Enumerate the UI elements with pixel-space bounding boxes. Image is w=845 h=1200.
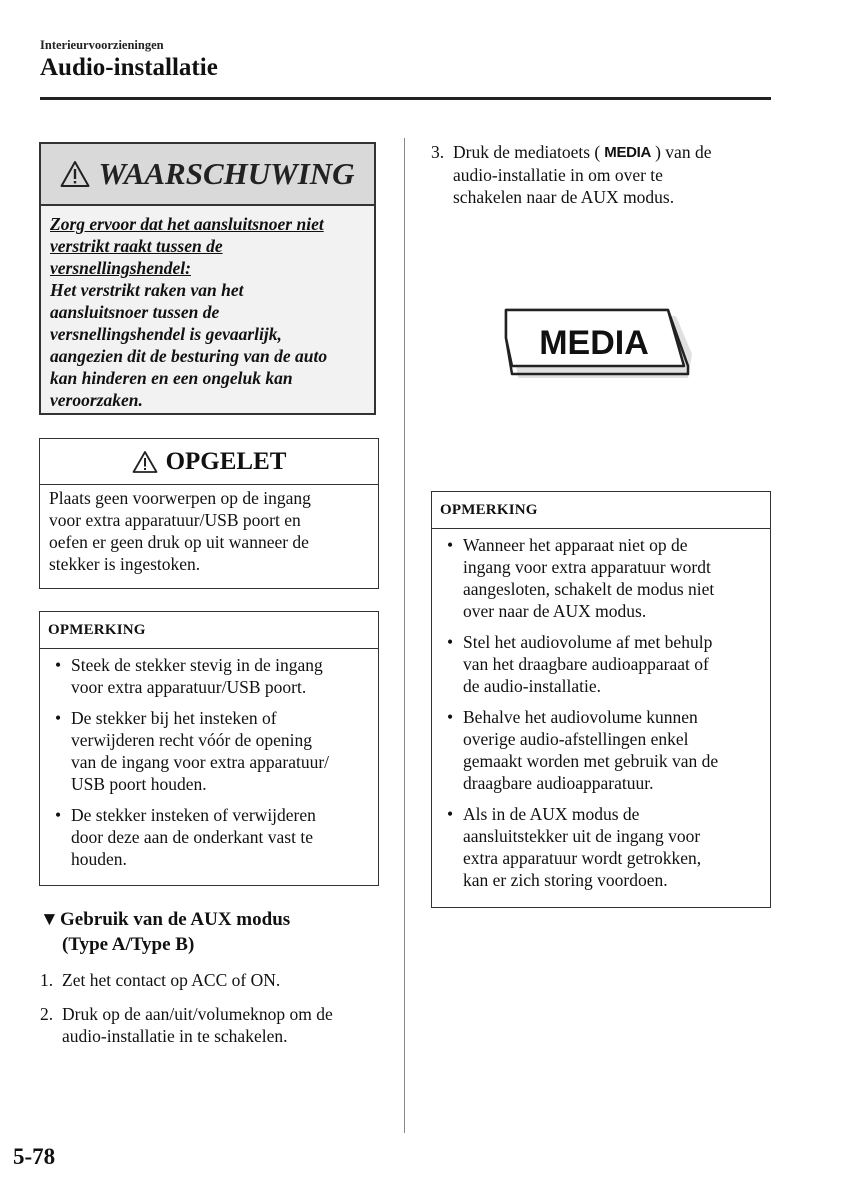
column-divider <box>404 138 405 1133</box>
list-item-line: De stekker insteken of verwijderen <box>71 805 316 825</box>
triangle-down-icon: ▼ <box>40 909 59 930</box>
list-item-line: over naar de AUX modus. <box>463 601 647 621</box>
bullet-icon: • <box>447 632 454 652</box>
step-line: Druk op de aan/uit/volumeknop om de <box>62 1004 333 1024</box>
list-item-line: van de ingang voor extra apparatuur/ <box>71 752 330 772</box>
bullet-icon: • <box>55 655 62 675</box>
list-item <box>440 534 760 622</box>
subsection-heading <box>40 907 390 957</box>
list-item-line: verwijderen recht vóór de opening <box>71 730 313 750</box>
list-item <box>440 706 760 794</box>
step-line: audio-installatie in om over te <box>453 165 663 185</box>
list-item <box>440 803 760 891</box>
title-rule <box>40 97 771 100</box>
warning-underlined-line: versnellingshendel: <box>50 258 191 278</box>
note-list <box>432 529 770 891</box>
step-text: ) van de <box>655 142 712 162</box>
caution-line: Plaats geen voorwerpen op de ingang <box>49 488 311 508</box>
list-item-line: extra apparatuur wordt getrokken, <box>463 848 702 868</box>
warning-body-line: aansluitsnoer tussen de <box>50 302 220 322</box>
warning-underlined-line: verstrikt raakt tussen de <box>50 236 223 256</box>
note-list <box>40 649 378 870</box>
caution-line: oefen er geen druk op uit wanneer de <box>49 532 309 552</box>
note-box-right <box>431 491 771 908</box>
step-item <box>431 141 776 208</box>
list-item-line: Steek de stekker stevig in de ingang <box>71 655 323 675</box>
list-item-line: overige audio-afstellingen enkel <box>463 729 689 749</box>
list-item-line: de audio-installatie. <box>463 676 602 696</box>
step-line: schakelen naar de AUX modus. <box>453 187 675 207</box>
caution-body <box>40 485 378 575</box>
list-item <box>48 707 368 795</box>
list-item-line: houden. <box>71 849 127 869</box>
list-item <box>48 804 368 870</box>
warning-triangle-icon <box>132 450 158 474</box>
bullet-icon: • <box>447 535 454 555</box>
warning-box <box>39 142 376 415</box>
step-3 <box>431 141 776 208</box>
bullet-icon: • <box>447 707 454 727</box>
step-line <box>453 141 776 164</box>
bullet-icon: • <box>55 805 62 825</box>
list-item-line: Stel het audiovolume af met behulp <box>463 632 713 652</box>
list-item-line: USB poort houden. <box>71 774 207 794</box>
list-item-line: Wanneer het apparaat niet op de <box>463 535 688 555</box>
media-button-illustration <box>500 308 700 384</box>
caution-line: stekker is ingestoken. <box>49 554 201 574</box>
bullet-icon: • <box>55 708 62 728</box>
list-item <box>48 654 368 698</box>
caution-header <box>40 439 378 485</box>
step-item <box>40 1003 385 1047</box>
list-item-line: aansluitstekker uit de ingang voor <box>463 826 701 846</box>
list-item-line: Behalve het audiovolume kunnen <box>463 707 698 727</box>
list-item-line: voor extra apparatuur/USB poort. <box>71 677 307 697</box>
caution-title: OPGELET <box>165 447 287 475</box>
section-label: Interieurvoorzieningen <box>40 38 164 52</box>
warning-body <box>41 206 374 411</box>
warning-body-line: veroorzaken. <box>50 390 143 410</box>
step-number: 2. <box>40 1004 54 1024</box>
step-line: audio-installatie in te schakelen. <box>62 1026 288 1046</box>
page-number: 5-78 <box>13 1144 56 1169</box>
warning-body-line: aangezien dit de besturing van de auto <box>50 346 328 366</box>
caution-line: voor extra apparatuur/USB poort en <box>49 510 301 530</box>
list-item <box>440 631 760 697</box>
note-title: OPMERKING <box>40 612 378 649</box>
subsection-title: Gebruik van de AUX modus <box>60 909 291 930</box>
list-item-line: ingang voor extra apparatuur wordt <box>463 557 711 577</box>
step-number: 3. <box>431 142 445 162</box>
warning-body-line: kan hinderen en een ongeluk kan <box>50 368 293 388</box>
note-box-left <box>39 611 379 886</box>
media-button-label: MEDIA <box>539 324 649 362</box>
warning-underlined-line: Zorg ervoor dat het aansluitsnoer niet <box>50 214 324 234</box>
bullet-icon: • <box>447 804 454 824</box>
list-item-line: gemaakt worden met gebruik van de <box>463 751 719 771</box>
note-title: OPMERKING <box>432 492 770 529</box>
list-item-line: kan er zich storing voordoen. <box>463 870 668 890</box>
list-item-line: aangesloten, schakelt de modus niet <box>463 579 715 599</box>
warning-header <box>41 144 374 206</box>
step-item <box>40 969 385 991</box>
list-item-line: De stekker bij het insteken of <box>71 708 277 728</box>
steps-left <box>40 969 385 1047</box>
step-number: 1. <box>40 970 54 990</box>
list-item-line: door deze aan de onderkant vast te <box>71 827 313 847</box>
warning-title: WAARSCHUWING <box>98 156 355 191</box>
page-title: Audio-installatie <box>40 54 218 81</box>
list-item-line: draagbare audioapparatuur. <box>463 773 654 793</box>
subsection-subtitle: (Type A/Type B) <box>62 934 195 955</box>
caution-box <box>39 438 379 589</box>
step-line: Zet het contact op ACC of ON. <box>62 970 281 990</box>
list-item-line: van het draagbare audioapparaat of <box>463 654 709 674</box>
warning-body-line: versnellingshendel is gevaarlijk, <box>50 324 282 344</box>
media-inline-label: MEDIA <box>604 144 652 161</box>
warning-body-line: Het verstrikt raken van het <box>50 280 244 300</box>
warning-triangle-icon <box>60 160 90 188</box>
step-text: Druk de mediatoets ( <box>453 142 601 162</box>
list-item-line: Als in de AUX modus de <box>463 804 640 824</box>
